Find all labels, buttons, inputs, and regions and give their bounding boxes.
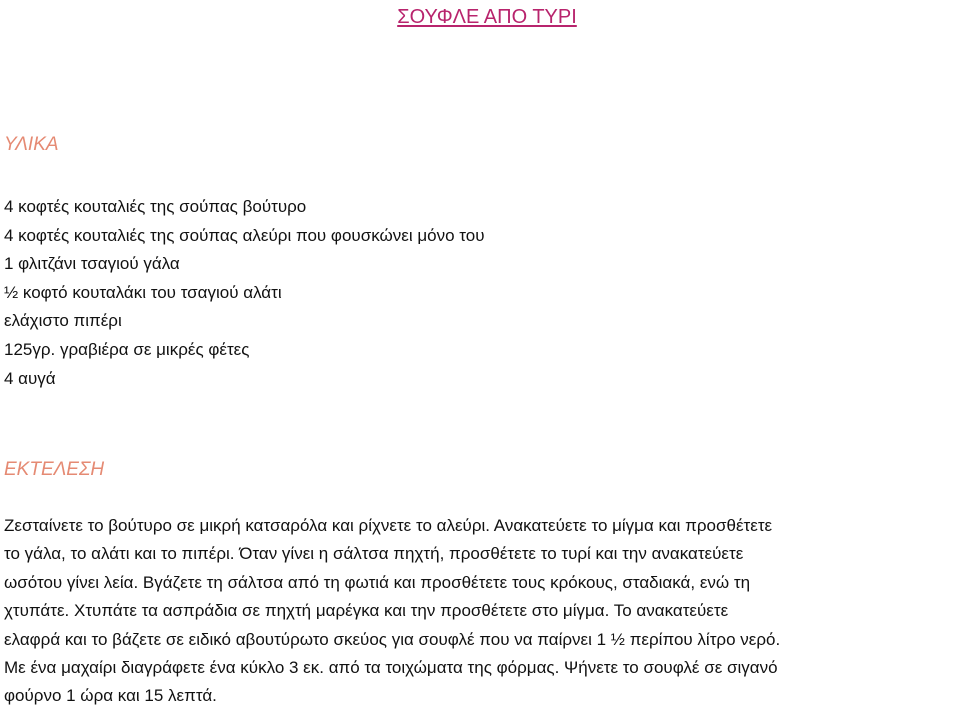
ingredient-item: 4 κοφτές κουταλιές της σούπας αλεύρι που φουσκώνει μόνο του [4,225,485,245]
method-line: Ζεσταίνετε το βούτυρο σε μικρή κατσαρόλα και ρίχνετε το αλεύρι. Ανακατεύετε το μίγμα και προσθέτετε [4,516,773,535]
method-line: φούρνο 1 ώρα και 15 λεπτά. [4,686,217,706]
ingredient-item: 4 αυγά [4,368,56,388]
method-line: ελαφρά και το βάζετε σε ειδικό αβουτύρωτο σκεύος για σουφλέ που να παίρνει 1 ½ περίπου λίτρο νερό. [4,629,781,649]
ingredient-item: 125γρ. γραβιέρα σε μικρές φέτες [4,339,250,359]
method-line: το γάλα, το αλάτι και το πιπέρι. Όταν γίνει η σάλτσα πηχτή, προσθέτετε το τυρί και την ανακατεύετε [4,544,744,564]
ingredients-list [4,193,485,393]
ingredient-item: ελάχιστο πιπέρι [4,311,122,331]
method-line: ωσότου γίνει λεία. Βγάζετε τη σάλτσα από τη φωτιά και προσθέτετε τους κρόκους, σταδιακά, ενώ τη [4,572,751,592]
method-line: Με ένα μαχαίρι διαγράφετε ένα κύκλο 3 εκ. από τα τοιχώματα της φόρμας. Ψήνετε το σουφλέ σε σιγανό [4,658,778,678]
ingredient-item: ½ κοφτό κουταλάκι του τσαγιού αλάτι [4,282,282,302]
method-line: χτυπάτε. Χτυπάτε τα ασπράδια σε πηχτή μαρέγκα και την προσθέτετε στο μίγμα. Το ανακατεύετε [4,601,729,621]
page-title: ΣΟΥΦΛΕ ΑΠΟ ΤΥΡΙ [397,6,577,28]
ingredient-item: 1 φλιτζάνι τσαγιού γάλα [4,254,180,274]
method-heading: ΕΚΤΕΛΕΣΗ [4,459,105,480]
ingredients-heading: ΥΛΙΚΑ [4,134,59,155]
method-paragraph [4,512,960,711]
ingredient-item: 4 κοφτές κουταλιές της σούπας βούτυρο [4,197,307,216]
